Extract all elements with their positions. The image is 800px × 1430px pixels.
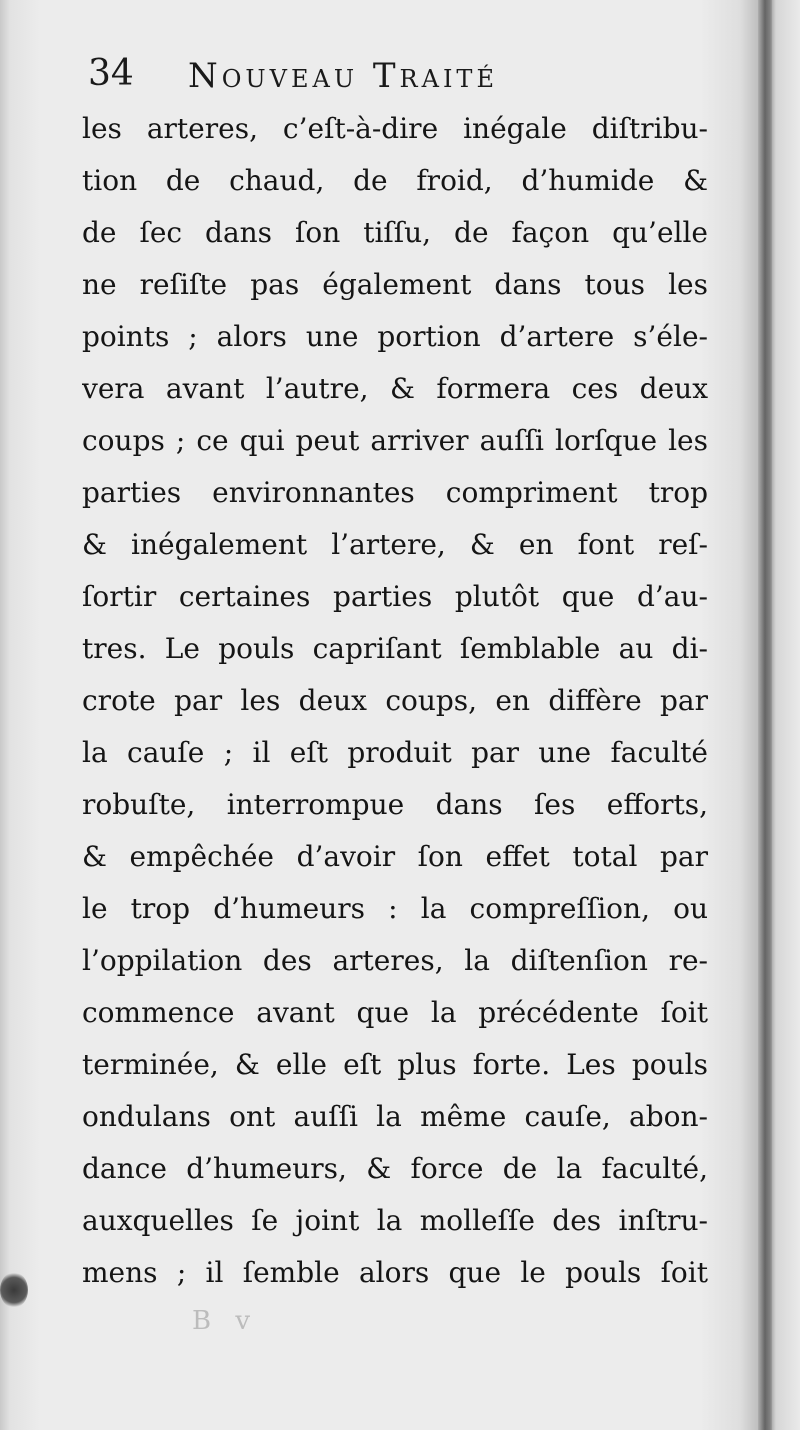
text-line: commence avant que la précédente ſoit	[82, 996, 708, 1029]
text-line: ſortir certaines parties plutôt que d’au-	[82, 580, 708, 613]
text-line: coups ; ce qui peut arriver auſſi lorſque les	[82, 424, 708, 457]
text-line: ondulans ont auſſi la même cauſe, abon-	[82, 1100, 708, 1133]
text-line: tres. Le pouls capriſant ſemblable au di-	[82, 632, 708, 665]
text-line: de ſec dans ſon tiſſu, de façon qu’elle	[82, 216, 708, 249]
text-line: l’oppilation des arteres, la diſtenſion re-	[82, 944, 708, 977]
signature-mark: B v	[192, 1306, 259, 1336]
text-line: terminée, & elle eſt plus forte. Les pouls	[82, 1048, 708, 1081]
body-text	[82, 103, 708, 1299]
text-line: robuſte, interrompue dans ſes efforts,	[82, 788, 708, 821]
text-line: & empêchée d’avoir ſon effet total par	[82, 840, 708, 873]
ink-stain	[0, 1272, 28, 1308]
page-header	[88, 50, 728, 94]
text-line: parties environnantes compriment trop	[82, 476, 708, 509]
binding-gutter-shadow	[758, 0, 772, 1430]
running-title: Nouveau Traité	[188, 56, 498, 96]
text-line: crote par les deux coups, en diffère par	[82, 684, 708, 717]
text-line: auxquelles ſe joint la molleſſe des inſtru-	[82, 1204, 708, 1237]
text-line: les arteres, c’eſt-à-dire inégale diſtribu-	[82, 112, 708, 145]
text-line: dance d’humeurs, & force de la faculté,	[82, 1152, 708, 1185]
text-line: points ; alors une portion d’artere s’éle-	[82, 320, 708, 353]
text-line: tion de chaud, de froid, d’humide &	[82, 164, 708, 197]
text-line: ne reſiſte pas également dans tous les	[82, 268, 708, 301]
text-line: le trop d’humeurs : la compreſſion, ou	[82, 892, 708, 925]
text-line: la cauſe ; il eſt produit par une faculté	[82, 736, 708, 769]
text-line: & inégalement l’artere, & en font reſ-	[82, 528, 708, 561]
page-number: 34	[88, 53, 134, 94]
text-line: vera avant l’autre, & formera ces deux	[82, 372, 708, 405]
text-line: mens ; il ſemble alors que le pouls ſoit	[82, 1256, 708, 1289]
